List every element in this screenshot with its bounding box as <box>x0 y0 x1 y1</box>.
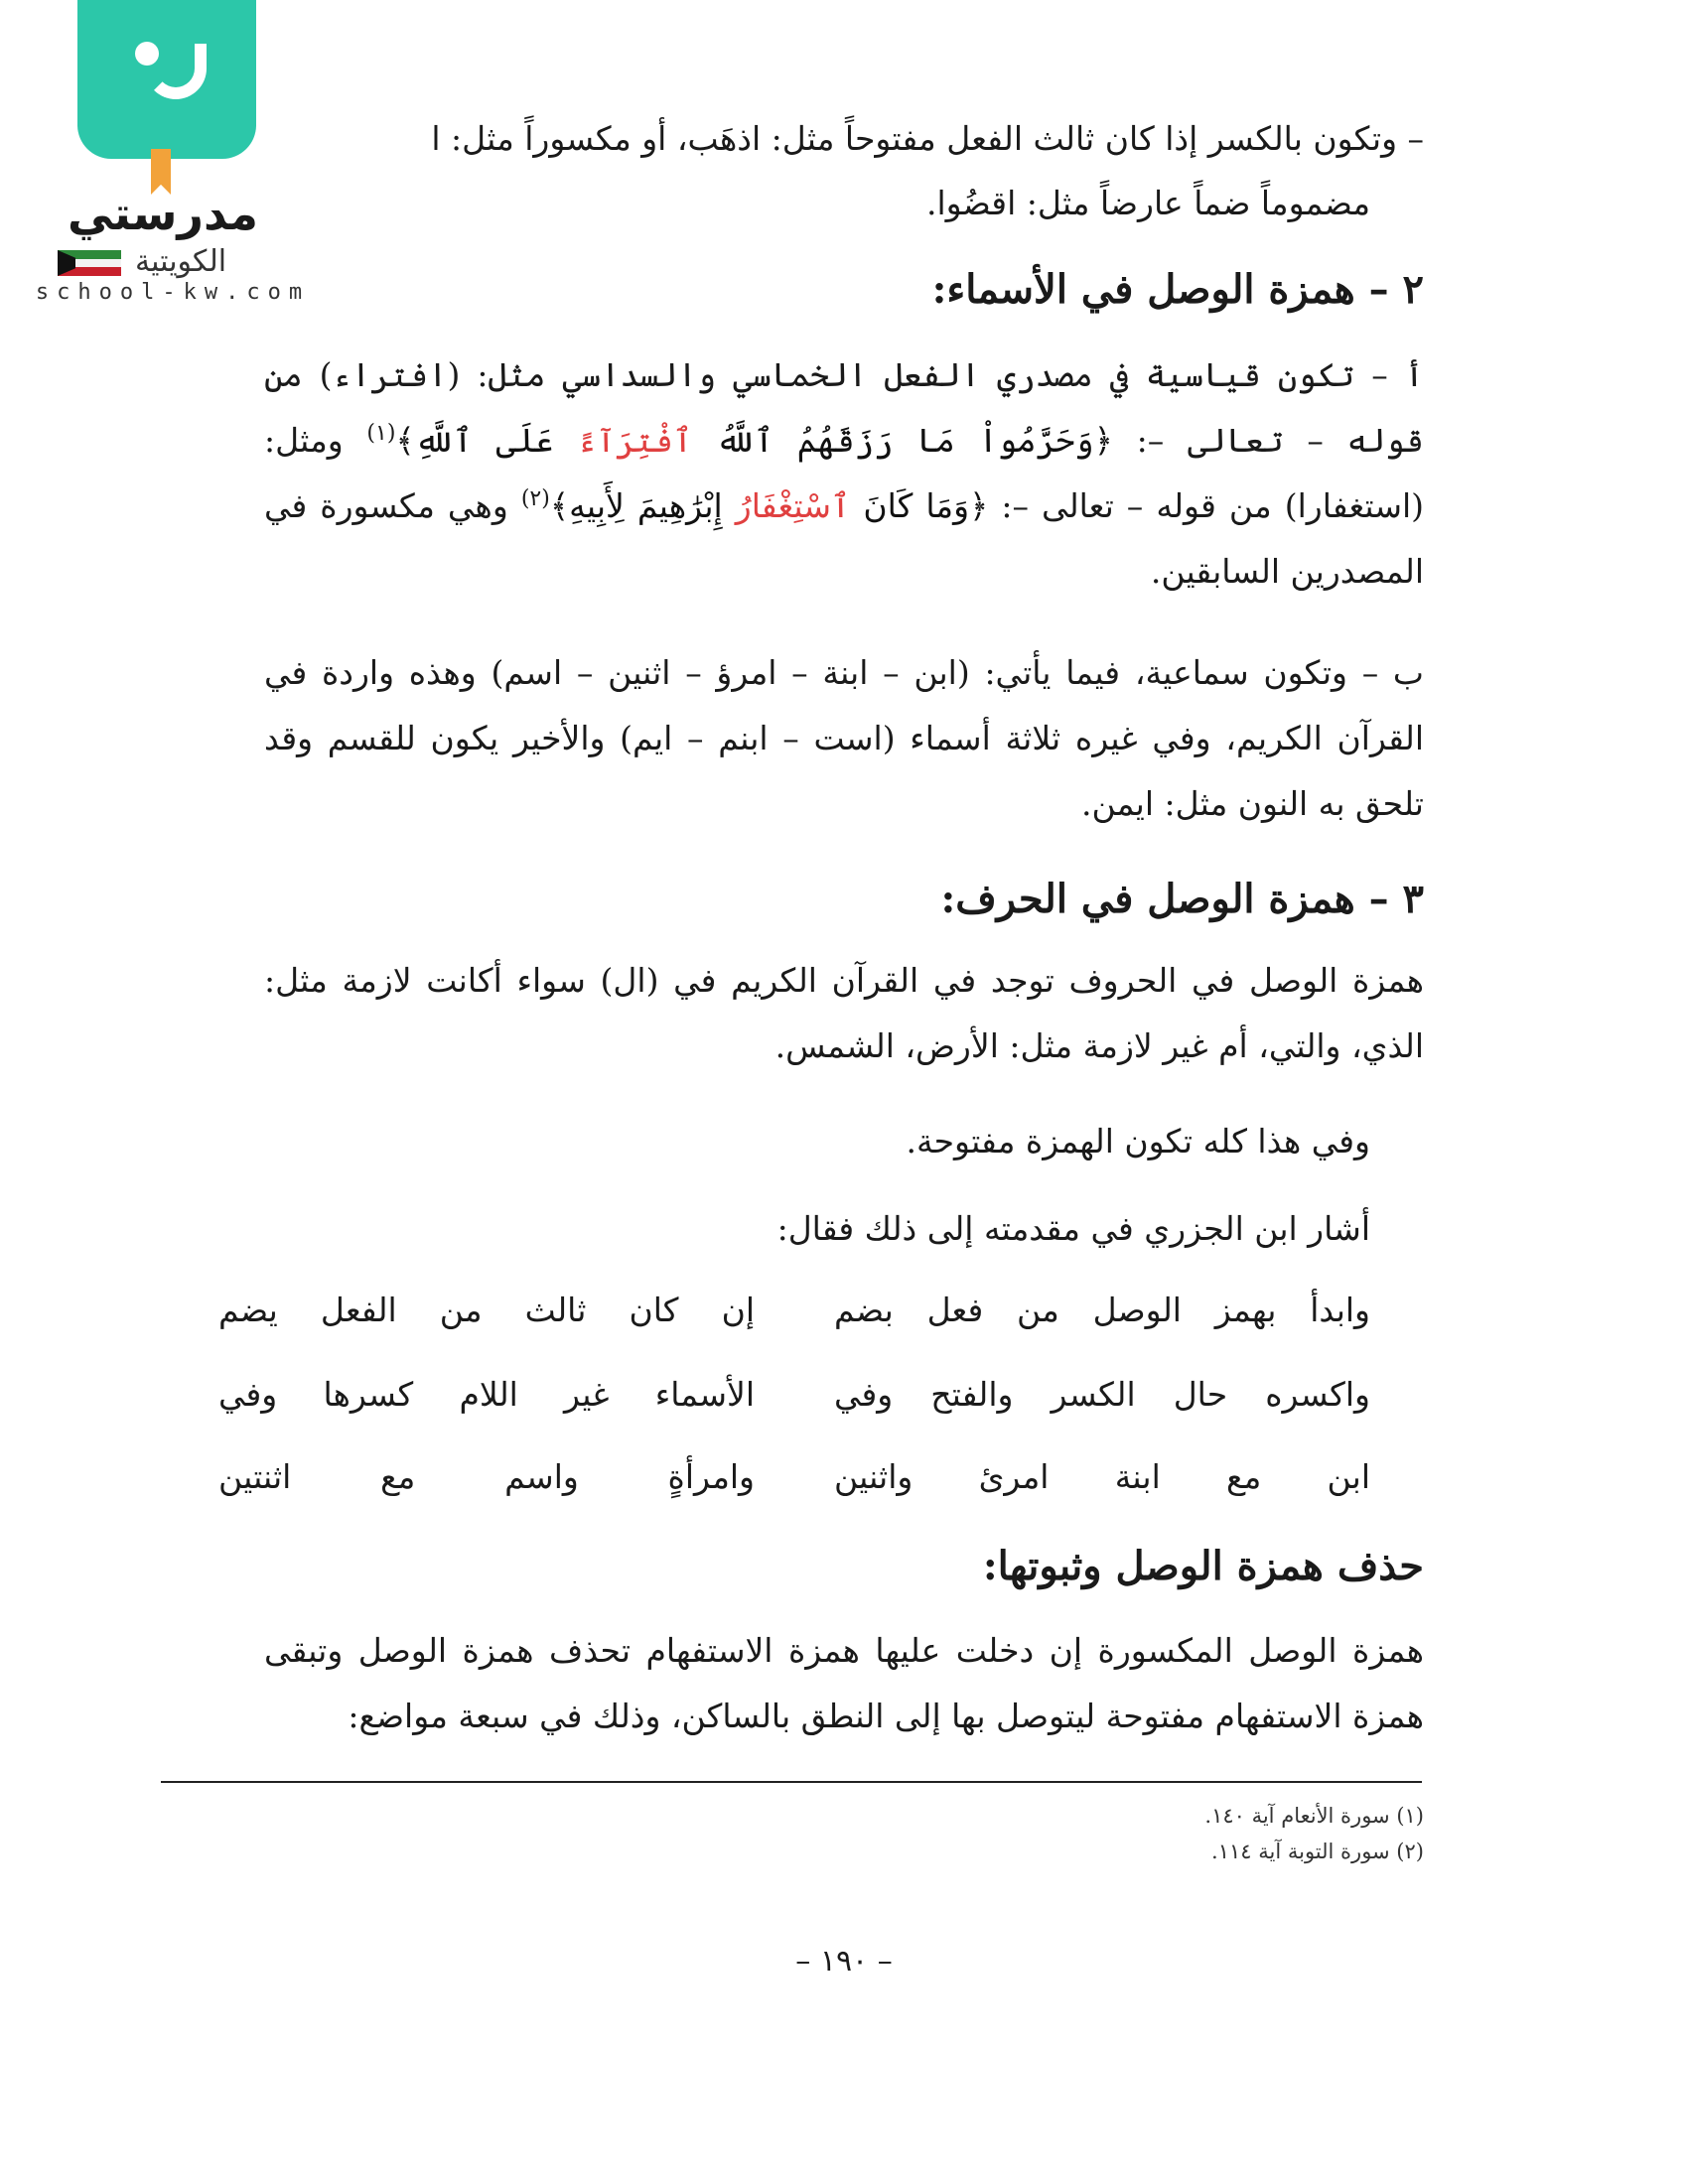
section-heading-deletion: حذف همزة الوصل وثبوتها: <box>982 1543 1424 1589</box>
site-logo <box>18 0 316 305</box>
paragraph-jazari: أشار ابن الجزري في مقدمته إلى ذلك فقال: <box>776 1209 1370 1248</box>
paragraph-text: ومثل: (استغفارا) من قوله – تعالى –: <box>264 421 1425 525</box>
logo-subtitle: الكويتية <box>135 244 227 279</box>
footnote-ref: (١) <box>366 421 396 446</box>
logo-smile-icon <box>145 44 207 99</box>
kuwait-flag-icon <box>58 250 121 276</box>
paragraph-text: أ – تكون قياسية في مصدري الفعل الخماسي والسداسي مثل: (افتراء) من قوله – تعالى –: <box>264 355 1424 460</box>
paragraph-fatha: وفي هذا كله تكون الهمزة مفتوحة. <box>906 1122 1370 1160</box>
logo-book-icon <box>77 0 256 159</box>
paragraph-letters: همزة الوصل في الحروف توجد في القرآن الكريم في (ال) سواء أكانت لازمة مثل: الذي، والتي، أم غير لازمة مثل: الأرض، الشمس. <box>264 961 1424 1065</box>
paragraph-samaiya: ب – وتكون سماعية، فيما يأتي: (ابن – ابنة – امرؤ – اثنين – اسم) وهذه واردة في القرآن الكريم، وفي غيره ثلاثة أسماء (است – ابنم – ايم) والأخير يكون للقسم وقد تلحق به النون مثل: ايمن. <box>264 653 1424 823</box>
footnote-1: (١) سورة الأنعام آية ١٤٠. <box>1204 1804 1424 1828</box>
intro-line-2: مضموماً ضماً عارضاً مثل: اقضُوا. <box>925 184 1370 222</box>
section-heading-letters: ٣ – همزة الوصل في الحرف: <box>940 876 1424 922</box>
poem-hemistich-left: إن كان ثالث من الفعل يضم <box>218 1291 755 1329</box>
intro-line-1: – وتكون بالكسر إذا كان ثالث الفعل مفتوحاً مثل: اذهَب، أو مكسوراً مثل: ا <box>431 119 1424 158</box>
quran-highlight: ٱفْتِرَآءً <box>577 421 693 460</box>
paragraph-deletion: همزة الوصل المكسورة إن دخلت عليها همزة الاستفهام تحذف همزة الوصل وتبقى همزة الاستفهام مفتوحة ليتوصل بها إلى النطق بالساكن، وذلك في سبعة مواضع: <box>264 1631 1424 1735</box>
paragraph-qiyasiya <box>264 342 1424 605</box>
poem-verse <box>209 1291 1370 1350</box>
quran-verse: ﴿وَحَرَّمُواْ مَا رَزَقَهُمُ ٱللَّهُ ٱفْتِرَآءً عَلَى ٱللَّهِ﴾ <box>395 421 1113 460</box>
section-heading-nouns: ٢ – همزة الوصل في الأسماء: <box>931 266 1424 313</box>
footnote-2: (٢) سورة التوبة آية ١١٤. <box>1211 1840 1424 1863</box>
page-number: – ١٩٠ – <box>795 1944 893 1979</box>
logo-url: school-kw.com <box>35 280 311 305</box>
paragraph-text: وهي مكسورة في المصدرين السابقين. <box>264 486 1424 591</box>
poem-hemistich-left: وامرأةٍ واسم مع اثنتين <box>218 1457 755 1496</box>
poem-hemistich-right: واكسره حال الكسر والفتح وفي <box>834 1375 1370 1414</box>
quran-highlight: ٱسْتِغْفَارُ <box>735 486 851 525</box>
footnote-divider <box>161 1781 1422 1783</box>
poem-verse <box>209 1457 1370 1517</box>
poem-hemistich-right: ابن مع ابنة امرئ واثنين <box>834 1457 1370 1496</box>
footnote-ref: (٢) <box>520 486 550 511</box>
poem-verse <box>209 1375 1370 1434</box>
poem-hemistich-left: الأسماء غير اللام كسرها وفي <box>218 1375 755 1414</box>
logo-name: مدرستي <box>67 187 259 240</box>
quran-verse: ﴿وَمَا كَانَ ٱسْتِغْفَارُ إِبْرَٰهِيمَ لِأَبِيهِ﴾ <box>549 486 989 525</box>
poem-hemistich-right: وابدأ بهمز الوصل من فعل بضم <box>834 1291 1370 1329</box>
